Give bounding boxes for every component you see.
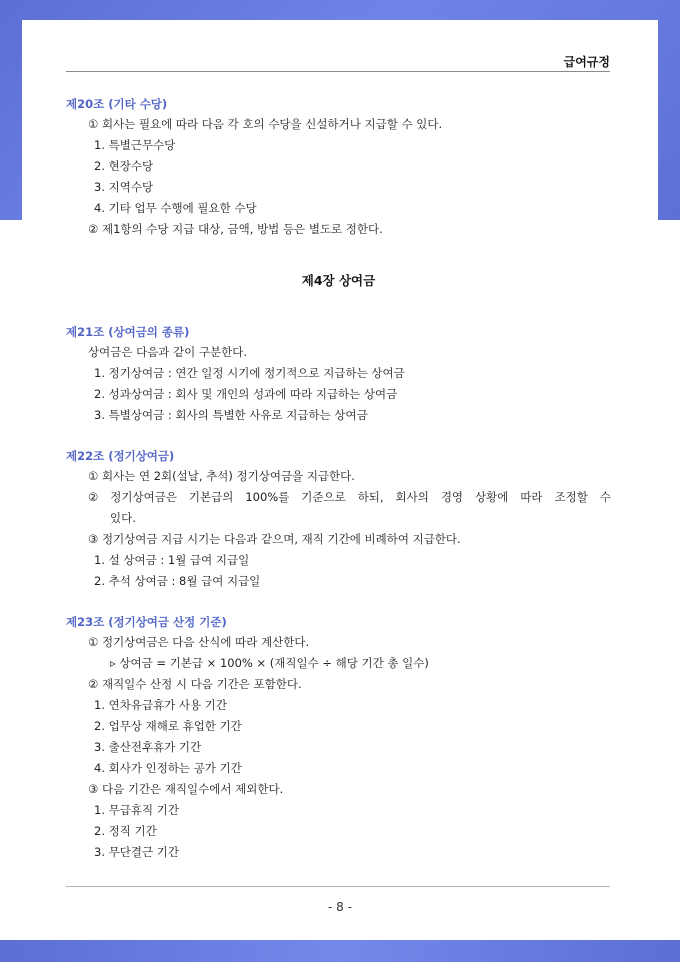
list-item: 3. 특별상여금 : 회사의 특별한 사유로 지급하는 상여금 — [94, 408, 368, 422]
list-item: 2. 정직 기간 — [94, 824, 157, 838]
document-body — [66, 94, 611, 863]
word: 경영 — [440, 490, 464, 504]
word: 상황에 — [475, 490, 509, 504]
article-21-intro: 상여금은 다음과 같이 구분한다. — [88, 345, 248, 359]
document-page — [22, 20, 658, 940]
list-item: 2. 추석 상여금 : 8월 급여 지급일 — [94, 574, 261, 588]
list-item: 1. 정기상여금 : 연간 일정 시기에 정기적으로 지급하는 상여금 — [94, 366, 405, 380]
list-item: 2. 현장수당 — [94, 159, 154, 173]
article-20-title: 제20조 (기타 수당) — [66, 97, 168, 111]
article-23-title: 제23조 (정기상여금 산정 기준) — [66, 615, 227, 629]
article-23-paragraph-3: ③ 다음 기간은 재직일수에서 제외한다. — [88, 782, 284, 796]
word: 기본급의 — [188, 490, 234, 504]
word: 정기상여금은 — [110, 490, 177, 504]
list-item: 1. 무급휴직 기간 — [94, 803, 179, 817]
chapter-title: 제4장 상여금 — [301, 273, 376, 288]
word: 하되, — [357, 490, 384, 504]
background-bottom — [0, 940, 680, 962]
article-22-paragraph-2-continued: 있다. — [110, 511, 136, 525]
word: 조정할 — [554, 490, 588, 504]
word: 회사의 — [395, 490, 429, 504]
footer-rule — [66, 886, 610, 887]
article-22-title: 제22조 (정기상여금) — [66, 449, 175, 463]
list-item: 1. 연차유급휴가 사용 기간 — [94, 698, 228, 712]
list-item: 3. 지역수당 — [94, 180, 154, 194]
list-item: 1. 특별근무수당 — [94, 138, 176, 152]
article-22-paragraph-2 — [66, 487, 611, 508]
list-item: 3. 출산전후휴가 기간 — [94, 740, 202, 754]
word: 따라 — [520, 490, 543, 504]
article-23-paragraph-1: ① 정기상여금은 다음 산식에 따라 계산한다. — [88, 635, 310, 649]
article-22-paragraph-3: ③ 정기상여금 지급 시기는 다음과 같으며, 재직 기간에 비례하여 지급한다. — [88, 532, 461, 546]
article-21-title: 제21조 (상여금의 종류) — [66, 325, 190, 339]
list-item: 2. 업무상 재해로 휴업한 기간 — [94, 719, 242, 733]
list-item: 4. 기타 업무 수행에 필요한 수당 — [94, 201, 257, 215]
header-title: 급여규정 — [563, 55, 610, 69]
article-23-paragraph-2: ② 재직일수 산정 시 다음 기간은 포함한다. — [88, 677, 302, 691]
word: ② — [88, 490, 99, 504]
article-20-paragraph-2: ② 제1항의 수당 지급 대상, 금액, 방법 등은 별도로 정한다. — [88, 222, 383, 236]
header-rule — [66, 71, 610, 72]
word: 100%를 — [245, 490, 290, 504]
word: 기준으로 — [301, 490, 346, 504]
article-22-paragraph-1: ① 회사는 연 2회(설날, 추석) 정기상여금을 지급한다. — [88, 469, 355, 483]
word: 수 — [599, 490, 611, 504]
bonus-formula: ▹ 상여금 = 기본급 × 100% × (재직일수 ÷ 해당 기간 총 일수) — [110, 656, 429, 670]
list-item: 3. 무단결근 기간 — [94, 845, 179, 859]
page-number: - 8 - — [328, 900, 352, 914]
list-item: 2. 성과상여금 : 회사 및 개인의 성과에 따라 지급하는 상여금 — [94, 387, 398, 401]
list-item: 4. 회사가 인정하는 공가 기간 — [94, 761, 242, 775]
article-20-paragraph-1: ① 회사는 필요에 따라 다음 각 호의 수당을 신설하거나 지급할 수 있다. — [88, 117, 443, 131]
list-item: 1. 설 상여금 : 1월 급여 지급일 — [94, 553, 250, 567]
